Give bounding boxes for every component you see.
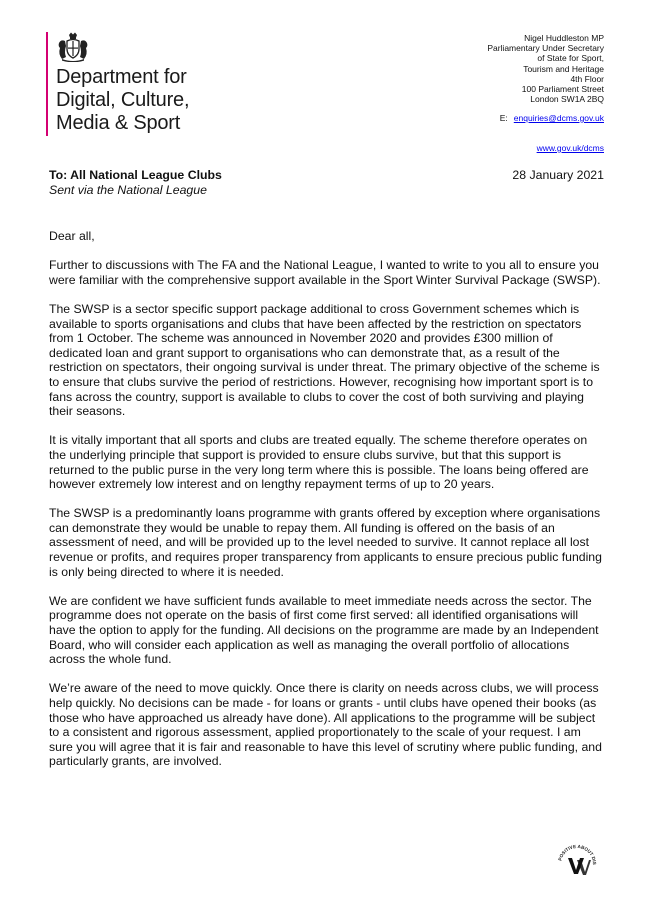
logo-accent-rule xyxy=(46,32,48,136)
body-paragraph: We are confident we have sufficient funds available to meet immediate needs across the sector. The programme does not operate on the basis of first come first served: all identified organisations will have the option to apply for the funding. All decisions on the programme are made by an Independent Board, who will consider each application as well as managing the overall portfolio of allocations across the whole fund. xyxy=(49,593,599,667)
sender-website xyxy=(537,143,604,153)
delivery-note: Sent via the National League xyxy=(49,183,207,197)
recipient-line: To: All National League Clubs xyxy=(49,168,222,182)
email-link[interactable]: enquiries@dcms.gov.uk xyxy=(513,113,604,123)
badge-text: POSITIVE ABOUT DIS xyxy=(557,843,598,865)
address-line: London SW1A 2BQ xyxy=(530,94,604,105)
address-line: 100 Parliament Street xyxy=(521,84,604,95)
body-paragraph: The SWSP is a predominantly loans programme with grants offered by exception where organisations can demonstrate they would be unable to repay them. All funding is offered on the basis of an assessment of need, and will be provided up to the level needed to survive. It cannot replace all lost revenue or profits, and requires proper transparency from applicants to ensure precious public funding is only being directed to where it is needed. xyxy=(49,506,602,579)
body-paragraph: The SWSP is a sector specific support package additional to cross Government schemes which is available to sports organisations and clubs that have been affected by the restriction on spectators from 1 October. The scheme was announced in November 2020 and provides £300 million of dedicated loan and grant support to organisations who can demonstrate that, as a result of the restriction on spectators, their ongoing survival is under threat. The primary objective of the scheme is to ensure that clubs survive the period of restrictions. However, recognising how important sport is to fans across the country, support is available to clubs to cover the cost of both surviving and playing their seasons. xyxy=(49,301,600,419)
department-name-line: Digital, Culture, xyxy=(56,89,190,111)
address-line: 4th Floor xyxy=(570,73,604,84)
body-paragraph: It is vitally important that all sports and clubs are treated equally. The scheme therefore operates on the underlying principle that support is provided to ensure clubs survive, but that this support is returned to the public purse in the very long term where this is possible. The loans being offered are however extremely low interest and on lengthy repayment terms of up to 20 years. xyxy=(49,433,589,492)
sender-title-line: Parliamentary Under Secretary xyxy=(487,43,604,54)
salutation: Dear all, xyxy=(49,229,95,243)
body-paragraph: Further to discussions with The FA and the National League, I wanted to write to you all to ensure you were familiar with the comprehensive support available in the Sport Winter Survival Package (SWSP). xyxy=(49,258,601,287)
letter-date: 28 January 2021 xyxy=(512,168,604,182)
department-name xyxy=(56,66,189,135)
email-label: E: xyxy=(499,113,508,123)
letter-body xyxy=(49,229,605,784)
sender-email xyxy=(500,113,604,123)
sender-title-line: Tourism and Heritage xyxy=(523,63,604,74)
royal-crest-icon xyxy=(56,32,90,62)
department-logo xyxy=(46,30,266,140)
website-link[interactable]: www.gov.uk/dcms xyxy=(536,143,604,153)
sender-name: Nigel Huddleston MP xyxy=(524,33,604,43)
sender-title-line: of State for Sport, xyxy=(537,53,604,64)
department-name-line: Media & Sport xyxy=(56,112,181,134)
disability-confident-icon xyxy=(553,840,601,888)
sender-address-block xyxy=(384,33,604,104)
department-name-line: Department for xyxy=(56,66,187,88)
body-paragraph: We’re aware of the need to move quickly. Once there is clarity on needs across clubs, we will process help quickly. No decisions can be made - for loans or grants - until clubs have opened their books (as those who have approached us already have done). All applications to the programme will be subject to a consistent and rigorous assessment, applied proportionately to the scale of your request. I am sure you will agree that it is fair and reasonable to have this level of scrutiny where public funding, and particularly grants, are involved. xyxy=(49,681,602,769)
